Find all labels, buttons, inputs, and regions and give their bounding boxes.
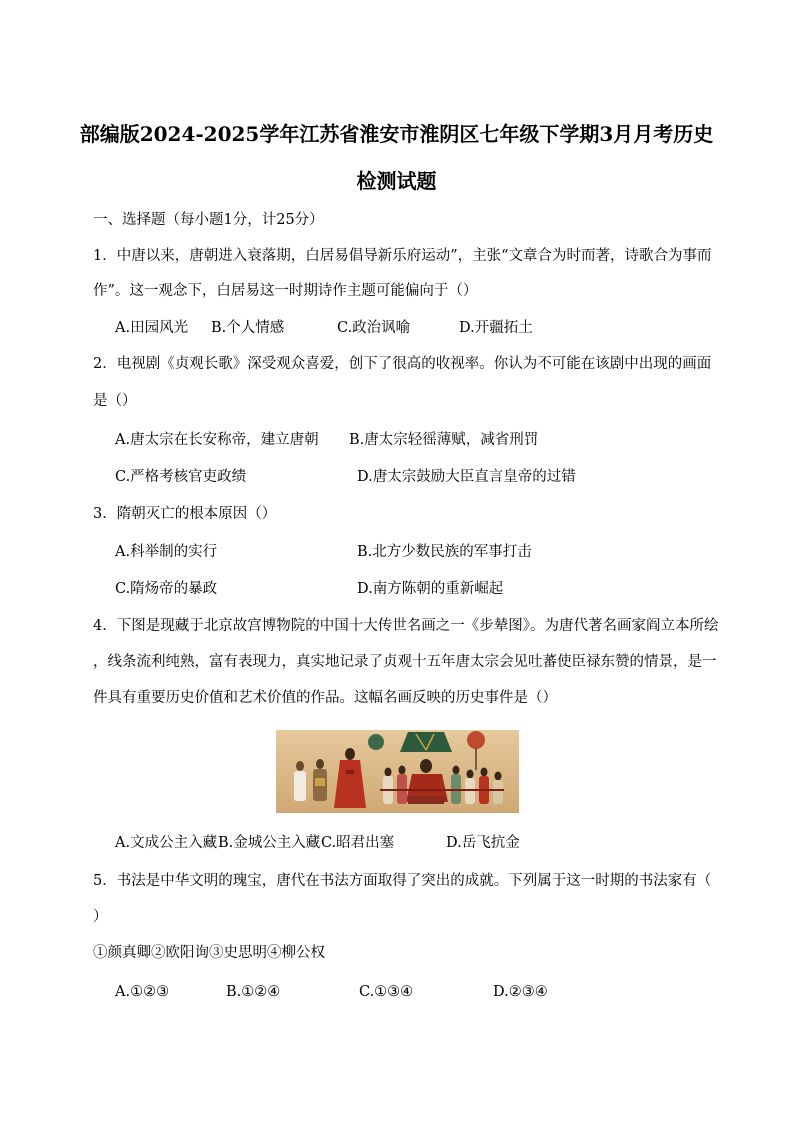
exam-title-line2: 检测试题 [356, 169, 437, 193]
q3-option-d: D.南方陈朝的重新崛起 [357, 581, 504, 597]
q3-stem-line1: 3．隋朝灭亡的根本原因（） [93, 506, 277, 522]
q4-option-b: B.金城公主入藏 [218, 835, 321, 851]
bunian-tu-painting [276, 730, 519, 813]
q4-option-a: A.文成公主入藏 [115, 835, 218, 851]
q5-items: ①颜真卿②欧阳询③史思明④柳公权 [93, 945, 325, 961]
q1-option-d: D.开疆拓土 [459, 320, 533, 336]
q4-stem-line2: ，线条流利纯熟，富有表现力，真实地记录了贞观十五年唐太宗会见吐蕃使臣禄东赞的情景，是一 [93, 654, 717, 670]
q1-option-b: B.个人情感 [211, 320, 285, 336]
exam-title-line1: 部编版2024-2025学年江苏省淮安市淮阴区七年级下学期3月月考历史 [79, 122, 714, 146]
section-heading: 一、选择题（每小题1分，计25分） [93, 212, 324, 228]
painting-illustration [276, 730, 519, 813]
q1-stem-line2: 作”。这一观念下，白居易这一时期诗作主题可能偏向于（） [93, 283, 478, 299]
q2-option-b: B.唐太宗轻徭薄赋，减省刑罚 [349, 432, 539, 448]
q3-option-a: A.科举制的实行 [115, 544, 218, 560]
q5-option-a: A.①②③ [115, 984, 170, 1000]
q2-option-c: C.严格考核官吏政绩 [115, 469, 247, 485]
q3-option-c: C.隋炀帝的暴政 [115, 581, 218, 597]
q4-stem-line3: 件具有重要历史价值和艺术价值的作品。这幅名画反映的历史事件是（） [93, 690, 557, 706]
q5-stem-line2: ） [93, 909, 108, 925]
q2-stem-line1: 2．电视剧《贞观长歌》深受观众喜爱，创下了很高的收视率。你认为不可能在该剧中出现的画面 [93, 356, 712, 372]
q2-option-d: D.唐太宗鼓励大臣直言皇帝的过错 [357, 469, 576, 485]
q5-option-d: D.②③④ [493, 984, 548, 1000]
q1-option-a: A.田园风光 [115, 320, 189, 336]
q1-stem-line1: 1．中唐以来，唐朝进入衰落期，白居易倡导新乐府运动”，主张“文章合为时而著，诗歌合为事而 [93, 248, 712, 264]
q4-option-c: C.昭君出塞 [321, 835, 395, 851]
q5-option-b: B.①②④ [226, 984, 281, 1000]
q4-stem-line1: 4．下图是现藏于北京故宫博物院的中国十大传世名画之一《步辇图》。为唐代著名画家阎立本所绘 [93, 618, 719, 634]
q5-stem-line1: 5．书法是中华文明的瑰宝，唐代在书法方面取得了突出的成就。下列属于这一时期的书法家有（ [93, 873, 712, 889]
q4-option-d: D.岳飞抗金 [446, 835, 520, 851]
q2-option-a: A.唐太宗在长安称帝，建立唐朝 [115, 432, 319, 448]
q5-option-c: C.①③④ [359, 984, 414, 1000]
q3-option-b: B.北方少数民族的军事打击 [357, 544, 532, 560]
q2-stem-line2: 是（） [93, 393, 137, 409]
q1-option-c: C.政治讽喻 [337, 320, 411, 336]
